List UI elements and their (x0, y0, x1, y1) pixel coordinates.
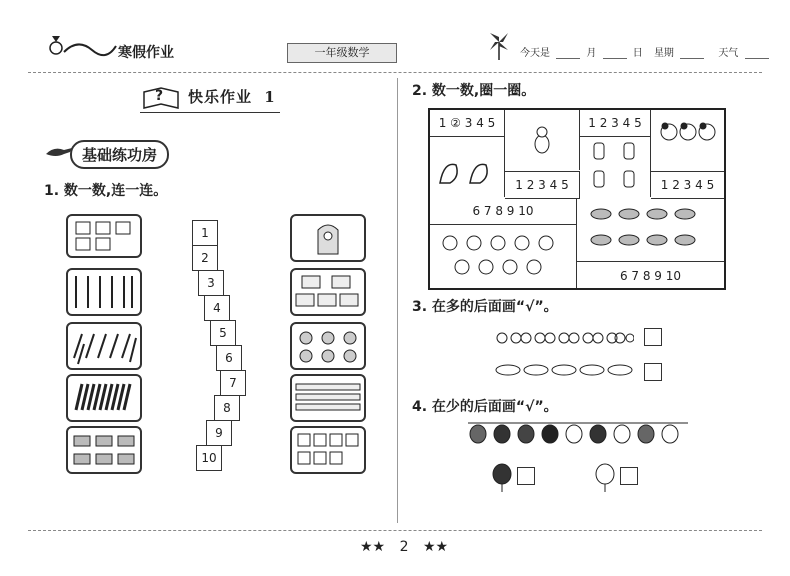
card-pencils-6[interactable] (66, 268, 142, 316)
q1-label: 1. 数一数,连一连。 (44, 183, 168, 199)
q4-checkbox-left[interactable] (517, 467, 535, 485)
card-bags[interactable] (290, 322, 366, 370)
q3-checkbox-bottom[interactable] (644, 363, 662, 381)
date-label-week: 星期 (653, 48, 674, 59)
page-title-number: 1 (264, 88, 276, 106)
q2-r2-left-digits[interactable]: 1 2 3 4 5 (505, 171, 580, 199)
date-label-day: 日 (632, 48, 643, 59)
card-erasers[interactable] (66, 426, 142, 474)
bicycle-row (494, 326, 634, 346)
month-blank[interactable] (556, 48, 580, 59)
path-cell-6[interactable]: 6 (216, 345, 242, 371)
q2-r1-right-digits[interactable]: 1 2 3 4 5 (580, 110, 651, 137)
center-divider (397, 78, 398, 523)
q3-checkbox-top[interactable] (644, 328, 662, 346)
brand-logo (48, 30, 118, 60)
fish-icon (577, 198, 724, 260)
footer-divider (28, 530, 762, 531)
chick-icon (505, 110, 580, 170)
q2-r2-right-digits[interactable]: 1 2 3 4 5 (651, 171, 724, 199)
windmill-icon (486, 30, 512, 60)
page-title-text: 快乐作业 (188, 88, 253, 106)
rooster-icon (430, 137, 505, 197)
footer-right-stars: ★★ (422, 539, 449, 555)
card-math-books[interactable] (66, 214, 142, 258)
cat-icon (580, 137, 651, 197)
path-cell-3[interactable]: 3 (198, 270, 224, 296)
date-label-month: 月 (586, 48, 597, 59)
subject-badge: 一年级数学 (287, 43, 397, 63)
card-rulers[interactable] (290, 374, 366, 422)
car-row (494, 360, 634, 380)
path-cell-9[interactable]: 9 (206, 420, 232, 446)
path-cell-4[interactable]: 4 (204, 295, 230, 321)
path-cell-8[interactable]: 8 (214, 395, 240, 421)
question-book-icon (140, 78, 182, 112)
brand-text: 寒假作业 (118, 45, 174, 61)
q4-label: 4. 在少的后面画“√”。 (412, 399, 558, 415)
lantern-light-icon (593, 462, 617, 492)
q4-checkbox-right[interactable] (620, 467, 638, 485)
q2-r3-left-digits[interactable]: 6 7 8 9 10 (430, 198, 577, 225)
card-pencils-9[interactable] (66, 374, 142, 422)
page-title (188, 86, 276, 107)
path-cell-1[interactable]: 1 (192, 220, 218, 246)
section-label: 基础练功房 (70, 140, 169, 169)
lantern-dark-icon (490, 462, 514, 492)
q3-label: 3. 在多的后面画“√”。 (412, 299, 558, 315)
q2-r1-left-digits[interactable]: 1 ② 3 4 5 (430, 110, 505, 137)
lantern-row (468, 420, 688, 456)
card-notebooks[interactable] (290, 426, 366, 474)
date-label-weather: 天气 (718, 48, 739, 59)
path-cell-5[interactable]: 5 (210, 320, 236, 346)
card-pencils-diag[interactable] (66, 322, 142, 370)
day-blank[interactable] (603, 48, 627, 59)
header-divider (28, 72, 762, 73)
card-boxes[interactable] (290, 268, 366, 316)
path-cell-2[interactable]: 2 (192, 245, 218, 271)
svg-text:?: ? (155, 88, 164, 104)
q2-r4-right-digits[interactable]: 6 7 8 9 10 (577, 261, 724, 289)
panda-icon (651, 110, 724, 156)
date-row (520, 44, 772, 59)
footer-left-stars: ★★ (360, 539, 386, 555)
path-cell-10[interactable]: 10 (196, 445, 222, 471)
path-cell-7[interactable]: 7 (220, 370, 246, 396)
page-footer (360, 539, 448, 555)
q2-grid (428, 108, 726, 290)
page-number: 2 (399, 539, 409, 555)
card-backpack[interactable] (290, 214, 366, 262)
date-label-today: 今天是 (520, 48, 550, 59)
q2-label: 2. 数一数,圈一圈。 (412, 83, 536, 99)
weather-blank[interactable] (745, 48, 769, 59)
title-underline (140, 112, 280, 113)
week-blank[interactable] (680, 48, 704, 59)
owl-icon (430, 225, 577, 288)
